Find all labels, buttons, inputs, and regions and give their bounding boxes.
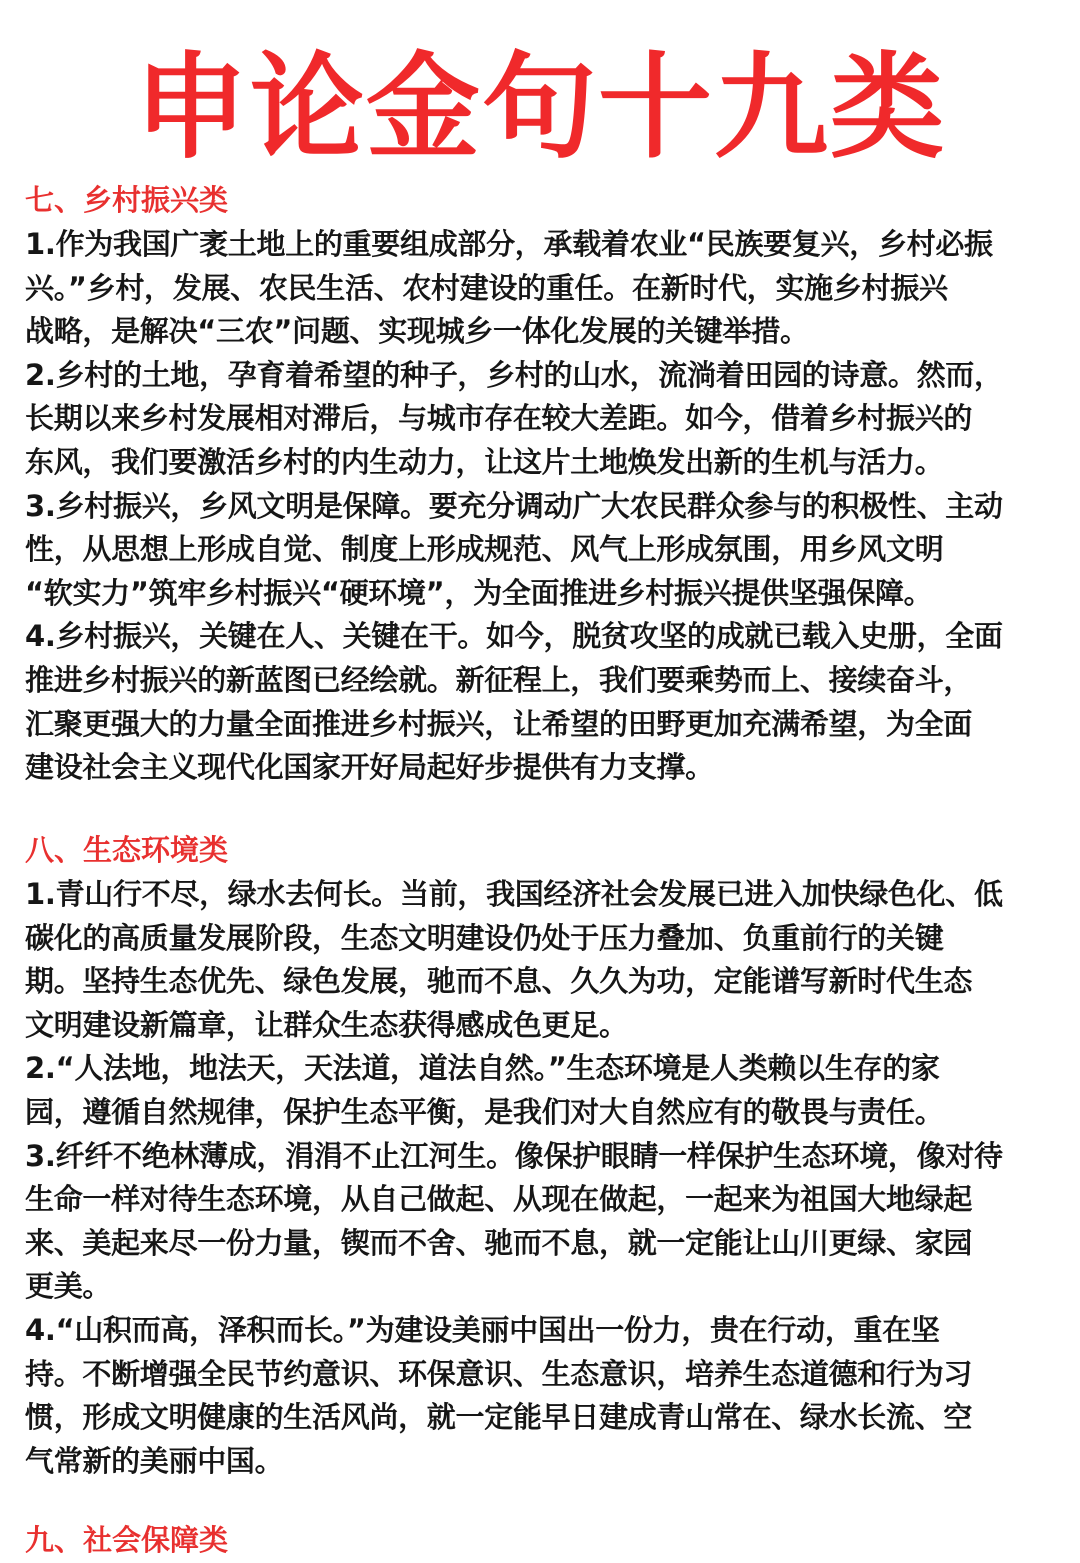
paragraph: 3.乡村振兴，乡风文明是保障。要充分调动广大农民群众参与的积极性、主动 性，从思想上形成自觉、制度上形成规范、风气上形成氛围，用乡风文明 “软实力”筑牢乡村振兴“硬环境”，为全面推进乡村振兴提供坚强保障。	[25, 488, 1003, 610]
section-heading: 七、乡村振兴类	[25, 183, 229, 217]
paragraph: 2.乡村的土地，孕育着希望的种子，乡村的山水，流淌着田园的诗意。然而， 长期以来乡村发展相对滞后，与城市存在较大差距。如今，借着乡村振兴的 东风，我们要激活乡村的内生动力，让这片土地焕发出新的生机与活力。	[25, 357, 1003, 479]
paragraph: 4.乡村振兴，关键在人、关键在干。如今，脱贫攻坚的成就已载入史册，全面 推进乡村振兴的新蓝图已经绘就。新征程上，我们要乘势而上、接续奋斗， 汇聚更强大的力量全面推进乡村振兴，让希望的田野更加充满希望，为全面 建设社会主义现代化国家开好局起好步提供有力支撑。	[25, 619, 1003, 785]
paragraph: 4.“山积而高，泽积而长。”为建设美丽中国出一份力，贵在行动，重在坚 持。不断增强全民节约意识、环保意识、生态意识，培养生态道德和行为习 惯，形成文明健康的生活风尚，就一定能早日建成青山常在、绿水长流、空 气常新的美丽中国。	[25, 1312, 973, 1478]
paragraph: 3.纤纤不绝林薄成，涓涓不止江河生。像保护眼睛一样保护生态环境，像对待 生命一样对待生态环境，从自己做起、从现在做起，一起来为祖国大地绿起 来、美起来尽一份力量，锲而不舍、驰而不息，就一定能让山川更绿、家园 更美。	[25, 1138, 1003, 1304]
paragraph: 1.青山行不尽，绿水去何长。当前，我国经济社会发展已进入加快绿色化、低 碳化的高质量发展阶段，生态文明建设仍处于压力叠加、负重前行的关键 期。坚持生态优先、绿色发展，驰而不息、久久为功，定能谱写新时代生态 文明建设新篇章，让群众生态获得感成色更足。	[25, 877, 1003, 1042]
section-heading: 九、社会保障类	[25, 1523, 229, 1557]
section-rural-revitalization	[25, 182, 1065, 790]
section-social-security	[25, 1522, 1065, 1563]
paragraph: 1.作为我国广袤土地上的重要组成部分，承载着农业“民族要复兴，乡村必振 兴。”乡村，发展、农民生活、农村建设的重任。在新时代，实施乡村振兴 战略，是解决“三农”问题、实现城乡一体化发展的关键举措。	[25, 227, 993, 349]
section-heading: 八、生态环境类	[25, 833, 229, 867]
section-ecological-environment	[25, 832, 1065, 1483]
page-title: 申论金句十九类	[133, 41, 946, 174]
paragraph: 2.“人法地，地法天，天法道，道法自然。”生态环境是人类赖以生存的家 园，遵循自然规律，保护生态平衡，是我们对大自然应有的敬畏与责任。	[25, 1051, 944, 1129]
